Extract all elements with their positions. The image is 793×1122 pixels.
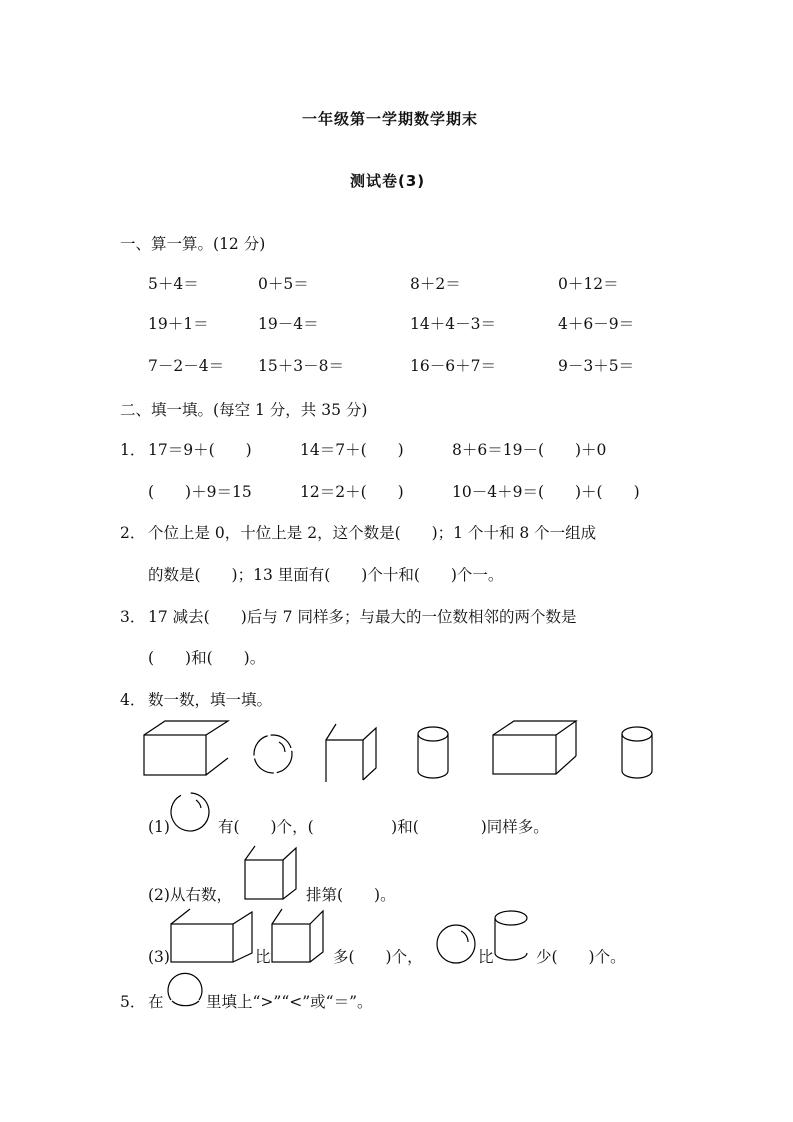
fill-item: 8＋6＝19－( )＋0: [452, 441, 607, 459]
fill-item: 10－4＋9＝( )＋( ): [452, 483, 640, 501]
cube-icon: [325, 720, 385, 782]
calc-item: 4＋6－9＝: [558, 315, 635, 333]
q4-sub2-text: 排第( )。: [306, 886, 396, 904]
q2-line2: 的数是( )；13 里面有( )个十和( )个一。: [148, 566, 504, 584]
calc-item: 19－4＝: [258, 315, 319, 333]
q4-sub3-mid: 多( )个，: [333, 948, 423, 966]
cube-icon: [271, 908, 327, 964]
q4-number: 4．: [120, 691, 146, 709]
q5-pre: 在: [148, 993, 164, 1011]
q4-sub3-label: (3): [148, 948, 170, 966]
sphere-icon: [436, 924, 478, 966]
q4-sub1-label: (1): [148, 818, 170, 836]
cylinder-icon: [416, 725, 452, 781]
calc-item: 15＋3－8＝: [258, 357, 344, 375]
q4-sub2-label: (2)从右数，: [148, 886, 232, 904]
calc-item: 7－2－4＝: [148, 357, 225, 375]
calc-item: 14＋4－3＝: [410, 315, 496, 333]
q3-number: 3．: [120, 608, 146, 626]
calc-item: 8＋2＝: [410, 275, 461, 293]
page-title: 一年级第一学期数学期末: [302, 110, 479, 128]
q4-sub3-bi2: 比: [478, 948, 494, 966]
sphere-icon: [170, 792, 212, 834]
fill-item: ( )＋9＝15: [148, 483, 252, 501]
calc-item: 5＋4＝: [148, 275, 199, 293]
q3-line2: ( )和( )。: [148, 649, 266, 667]
calc-item: 0＋5＝: [258, 275, 309, 293]
section2-points: (每空 1 分，共 35 分): [213, 401, 368, 419]
sphere-icon: [253, 734, 295, 776]
section1-points: (12 分): [213, 235, 266, 253]
q4-sub3-bi1: 比: [255, 948, 271, 966]
calc-item: 9－3＋5＝: [558, 357, 635, 375]
section1-heading: [120, 232, 265, 254]
fill-item: 14＝7＋( ): [300, 441, 404, 459]
circle-blank-icon: [167, 970, 205, 1008]
q3-line1: 17 减去( )后与 7 同样多；与最大的一位数相邻的两个数是: [148, 608, 577, 626]
cuboid-icon: [143, 720, 233, 780]
q1-number: 1．: [120, 441, 146, 459]
calc-item: 16－6＋7＝: [410, 357, 496, 375]
cube-icon: [244, 845, 300, 901]
page-subtitle: 测试卷(3): [350, 172, 426, 190]
fill-item: 17＝9＋( ): [148, 441, 252, 459]
fill-item: 12＝2＋( ): [300, 483, 404, 501]
calc-item: 19＋1＝: [148, 315, 209, 333]
cuboid-icon: [492, 720, 582, 780]
cylinder-icon: [494, 909, 530, 965]
section2-heading: [120, 398, 367, 420]
q4-sub3-end: 少( )个。: [536, 948, 626, 966]
cuboid-icon: [170, 908, 256, 964]
q5-text: 里填上“>”“<”或“＝”。: [206, 993, 373, 1011]
q5-number: 5．: [120, 993, 146, 1011]
section1-title: 一、算一算。: [120, 235, 214, 253]
q4-sub1-text: 有( )个，( )和( )同样多。: [218, 818, 549, 836]
cylinder-icon: [620, 725, 656, 781]
q2-line1: 个位上是 0，十位上是 2，这个数是( )；1 个十和 8 个一组成: [148, 524, 597, 542]
q2-number: 2．: [120, 524, 146, 542]
section2-title: 二、填一填。: [120, 401, 214, 419]
q4-text: 数一数，填一填。: [148, 691, 273, 709]
calc-item: 0＋12＝: [558, 275, 619, 293]
